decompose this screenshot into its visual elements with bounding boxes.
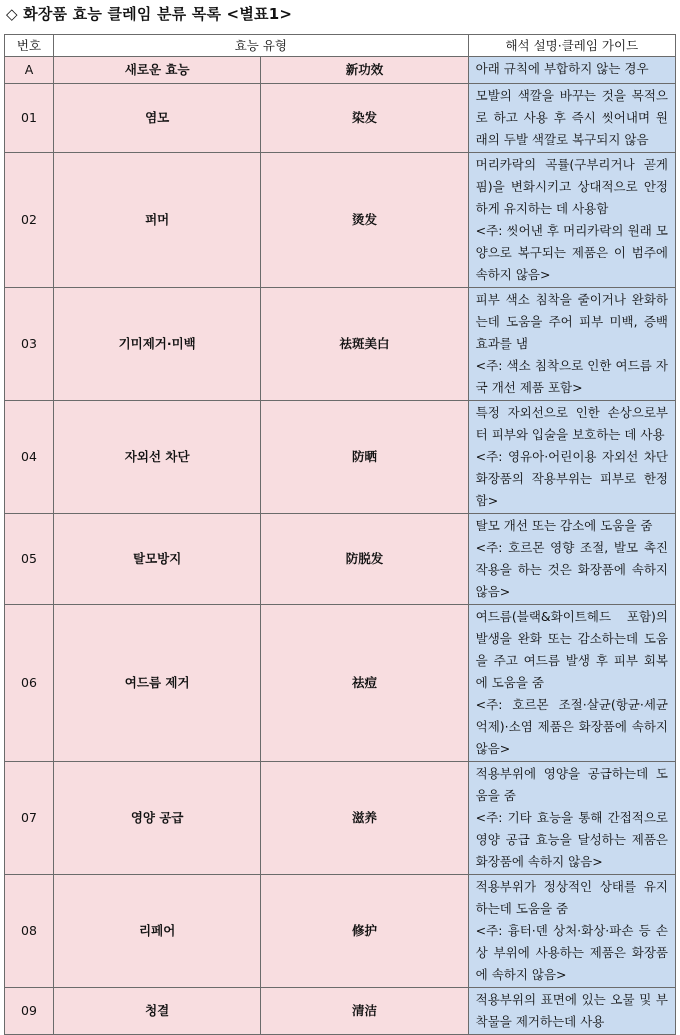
claim-guide-cell	[468, 875, 675, 988]
page-title: ◇ 화장품 효능 클레임 분류 목록 <별표1>	[6, 5, 293, 23]
efficacy-name-korean: 리페어	[54, 875, 261, 988]
table-header-row	[5, 35, 676, 57]
claim-guide-cell	[468, 988, 675, 1035]
claim-description: 모발의 색깔을 바꾸는 것을 목적으로 하고 사용 후 즉시 씻어내며 원래의 두발 색깔로 복구되지 않음	[475, 88, 668, 147]
claim-description: 적용부위의 표면에 있는 오물 및 부착물을 제거하는데 사용	[475, 992, 668, 1029]
claim-description: 피부 색소 침착을 줄이거나 완화하는데 도움을 주어 피부 미백, 증백 효과를 냄	[475, 292, 668, 351]
claim-guide-cell	[468, 288, 675, 401]
claim-note: <주: 기타 효능을 통해 간접적으로 영양 공급 효능을 달성하는 제품은 화장품에 속하지 않음>	[475, 810, 668, 869]
efficacy-name-chinese: 防晒	[261, 401, 468, 514]
claim-guide-cell	[468, 401, 675, 514]
claim-note: <주: 색소 침착으로 인한 여드름 자국 개선 제품 포함>	[475, 358, 668, 395]
efficacy-name-korean: 청결	[54, 988, 261, 1035]
efficacy-name-chinese: 滋养	[261, 762, 468, 875]
header-efficacy-type: 효능 유형	[54, 35, 469, 57]
claim-guide-cell	[468, 514, 675, 605]
claim-description: 특정 자외선으로 인한 손상으로부터 피부와 입술을 보호하는 데 사용	[475, 405, 668, 442]
efficacy-name-chinese: 清洁	[261, 988, 468, 1035]
efficacy-name-chinese: 烫发	[261, 153, 468, 288]
row-number: 02	[5, 153, 54, 288]
claim-note: <주: 영유아·어린이용 자외선 차단 화장품의 작용부위는 피부로 한정함>	[475, 449, 668, 508]
claim-guide-cell	[468, 605, 675, 762]
efficacy-name-korean: 퍼머	[54, 153, 261, 288]
efficacy-name-chinese: 新功效	[261, 57, 468, 84]
claim-guide-cell	[468, 57, 675, 84]
table-row	[5, 57, 676, 84]
efficacy-name-korean: 영양 공급	[54, 762, 261, 875]
efficacy-name-korean: 기미제거·미백	[54, 288, 261, 401]
table-row	[5, 605, 676, 762]
table-row	[5, 988, 676, 1035]
claim-note: <주: 흉터·덴 상처·화상·파손 등 손상 부위에 사용하는 제품은 화장품에 속하지 않음>	[475, 923, 668, 982]
claim-description: 여드름(블랙&화이트헤드 포함)의 발생을 완화 또는 감소하는데 도움을 주고 여드름 발생 후 피부 회복에 도움을 줌	[475, 609, 668, 690]
claim-description: 탈모 개선 또는 감소에 도움을 줌	[475, 518, 653, 533]
table-row	[5, 153, 676, 288]
efficacy-name-korean: 염모	[54, 84, 261, 153]
table-row	[5, 401, 676, 514]
row-number: 03	[5, 288, 54, 401]
claim-note: <주: 호르몬 영향 조절, 발모 촉진 작용을 하는 것은 화장품에 속하지 않음>	[475, 540, 668, 599]
claim-note: <주: 호르몬 조절·살균(항균·세균 억제)·소염 제품은 화장품에 속하지 않음>	[475, 697, 668, 756]
header-number: 번호	[5, 35, 54, 57]
efficacy-claim-table	[4, 34, 676, 1035]
claim-description: 아래 규칙에 부합하지 않는 경우	[475, 61, 649, 76]
claim-description: 적용부위에 영양을 공급하는데 도움을 줌	[475, 766, 668, 803]
efficacy-name-chinese: 祛痘	[261, 605, 468, 762]
claim-guide-cell	[468, 84, 675, 153]
row-number: 01	[5, 84, 54, 153]
row-number: 07	[5, 762, 54, 875]
claim-note: <주: 씻어낸 후 머리카락의 원래 모양으로 복구되는 제품은 이 범주에 속하지 않음>	[475, 223, 668, 282]
row-number: 08	[5, 875, 54, 988]
header-guide: 해석 설명·클레임 가이드	[468, 35, 675, 57]
efficacy-name-chinese: 染发	[261, 84, 468, 153]
row-number: 06	[5, 605, 54, 762]
efficacy-name-korean: 새로운 효능	[54, 57, 261, 84]
table-row	[5, 875, 676, 988]
claim-description: 머리카락의 곡률(구부리거나 곧게 핌)을 변화시키고 상대적으로 안정하게 유지하는 데 사용함	[475, 157, 668, 216]
row-number: 04	[5, 401, 54, 514]
table-row	[5, 288, 676, 401]
row-number: A	[5, 57, 54, 84]
efficacy-name-chinese: 防脱发	[261, 514, 468, 605]
table-row	[5, 84, 676, 153]
row-number: 09	[5, 988, 54, 1035]
efficacy-name-chinese: 祛斑美白	[261, 288, 468, 401]
claim-guide-cell	[468, 153, 675, 288]
table-body	[5, 57, 676, 1035]
table-row	[5, 762, 676, 875]
table-row	[5, 514, 676, 605]
efficacy-name-korean: 탈모방지	[54, 514, 261, 605]
claim-description: 적용부위가 정상적인 상태를 유지하는데 도움을 줌	[475, 879, 668, 916]
row-number: 05	[5, 514, 54, 605]
claim-guide-cell	[468, 762, 675, 875]
efficacy-name-korean: 여드름 제거	[54, 605, 261, 762]
efficacy-name-korean: 자외선 차단	[54, 401, 261, 514]
efficacy-name-chinese: 修护	[261, 875, 468, 988]
